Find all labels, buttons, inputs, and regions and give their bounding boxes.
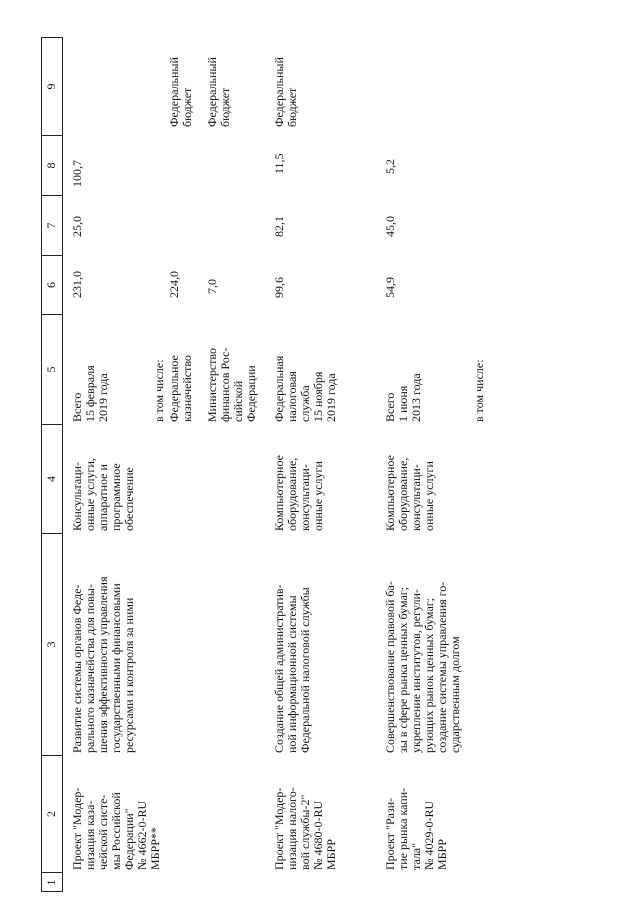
executor-cell [384, 373, 423, 422]
funding-source-cell [168, 57, 194, 127]
text-line: № 4029-0-RU [422, 800, 436, 870]
text-line: укрепление институтов, регули- [409, 589, 423, 753]
text-line: государственными финансовыми [109, 583, 123, 753]
executor-cell [273, 356, 338, 422]
text-line: шения эффективности управления [96, 576, 110, 753]
text-line: сударственным долгом [448, 636, 462, 753]
value-col7: 25,0 [70, 216, 84, 237]
text-line: консультаци- [298, 464, 312, 531]
col-header-9: 9 [41, 37, 62, 135]
text-line: Проект "Модер- [272, 787, 286, 870]
value-col8: 11,5 [272, 153, 286, 174]
purpose-cell [71, 577, 136, 753]
text-line: Всего [383, 392, 397, 422]
text-line: Федерации" [122, 808, 136, 870]
value-col8: 100,7 [70, 160, 84, 187]
rotated-table [41, 37, 640, 892]
text-line: Федерации [244, 365, 258, 422]
text-line: Федеральный [205, 57, 219, 127]
text-line: онные услуги [422, 461, 436, 531]
sub-value: 224,0 [167, 271, 181, 298]
sub-executor-cell [168, 355, 194, 422]
purpose-cell [273, 584, 312, 753]
text-line: Проект "Рази- [383, 797, 397, 870]
text-line: рующих рынок ценных бумаг; [422, 597, 436, 753]
text-line: бюджет [285, 87, 299, 127]
text-line: Создание общей административ- [272, 584, 286, 753]
text-line: Всего [70, 392, 84, 422]
text-line: мы Российской [109, 792, 123, 870]
purpose-cell [384, 581, 462, 753]
funding-source-cell [206, 57, 232, 127]
text-line: МБРР [324, 839, 338, 870]
text-line: № 4662-0-RU [135, 800, 149, 870]
text-line: Федеральный [272, 57, 286, 127]
text-line: зы в сфере рынка ценных бумаг; [396, 586, 410, 753]
text-line: Компьютерное [383, 455, 397, 531]
total-value: 54,9 [383, 277, 397, 298]
text-line: 2013 года [409, 373, 423, 422]
text-line: тие рынка капи- [396, 787, 410, 870]
text-line: онные услуги, [83, 458, 97, 531]
text-line: бюджет [218, 87, 232, 127]
sub-label: в том числе: [152, 359, 166, 422]
text-line: 15 ноября [311, 371, 325, 422]
type-cell [71, 458, 136, 531]
text-line: 2019 года [324, 373, 338, 422]
text-line: № 4680-0-RU [311, 800, 325, 870]
col-header-4: 4 [41, 424, 62, 533]
text-line: Проект "Модер- [70, 787, 84, 870]
text-line: сийской [231, 380, 245, 422]
col-header-7: 7 [41, 195, 62, 255]
col-header-8: 8 [41, 135, 62, 195]
text-line: финансов Рос- [218, 347, 232, 422]
type-cell [384, 455, 436, 531]
text-line: 2019 года [96, 373, 110, 422]
text-line: Консультаци- [70, 461, 84, 531]
col-header-2: 2 [41, 755, 62, 872]
text-line: Федеральной налоговой службы [298, 587, 312, 753]
col-header-6: 6 [41, 255, 62, 314]
col-header-1: 1 [41, 872, 62, 892]
value-col7: 45,0 [383, 216, 397, 237]
text-line: консультаци- [409, 464, 423, 531]
text-line: низация каза- [83, 800, 97, 870]
text-line: программное [109, 463, 123, 531]
text-line: низация налого- [285, 787, 299, 870]
text-line: налоговая [285, 371, 299, 422]
text-line: оборудование, [285, 457, 299, 531]
text-line: Совершенствование правовой ба- [383, 581, 397, 753]
text-line: вой службы-2" [298, 794, 312, 870]
text-line: Министерство [205, 348, 219, 422]
col-header-5: 5 [41, 314, 62, 424]
text-line: создание системы управления го- [435, 581, 449, 753]
text-line: чейской систе- [96, 794, 110, 870]
text-line: ресурсами и контроля за ними [122, 597, 136, 753]
text-line: Федеральный [167, 57, 181, 127]
text-line: бюджет [180, 87, 194, 127]
col-header-3: 3 [41, 533, 62, 755]
text-line: МБРР [435, 839, 449, 870]
text-line: онные услуги [311, 461, 325, 531]
text-line: аппаратное и [96, 464, 110, 531]
text-line: 15 февраля [83, 365, 97, 422]
sub-executor-cell [206, 348, 258, 422]
text-line: Федеральное [167, 355, 181, 422]
text-line: тала" [409, 842, 423, 870]
text-line: МБРР** [148, 827, 162, 870]
executor-cell [71, 365, 110, 422]
sub-value: 7,0 [205, 279, 219, 294]
type-cell [273, 455, 325, 531]
total-value: 231,0 [70, 271, 84, 298]
project-cell [273, 787, 338, 870]
text-line: 1 июня [396, 385, 410, 422]
funding-source-cell [273, 57, 299, 127]
text-line: служба [298, 385, 312, 422]
value-col8: 5,2 [383, 159, 397, 174]
text-line: рального казначейства для повы- [83, 584, 97, 753]
text-line: Федеральная [272, 355, 286, 422]
project-cell [384, 788, 449, 870]
text-line: оборудование, [396, 457, 410, 531]
text-line: Компьютерное [272, 455, 286, 531]
text-line: ной информационной системы [285, 595, 299, 753]
project-cell [71, 788, 162, 870]
value-col7: 82,1 [272, 216, 286, 237]
total-value: 99,6 [272, 277, 286, 298]
text-line: Развитие системы органов Феде- [70, 584, 84, 753]
sub-label: в том числе: [472, 359, 486, 422]
header-bottom-border [62, 37, 63, 892]
text-line: казначейство [180, 355, 194, 422]
text-line: обеспечение [122, 467, 136, 531]
